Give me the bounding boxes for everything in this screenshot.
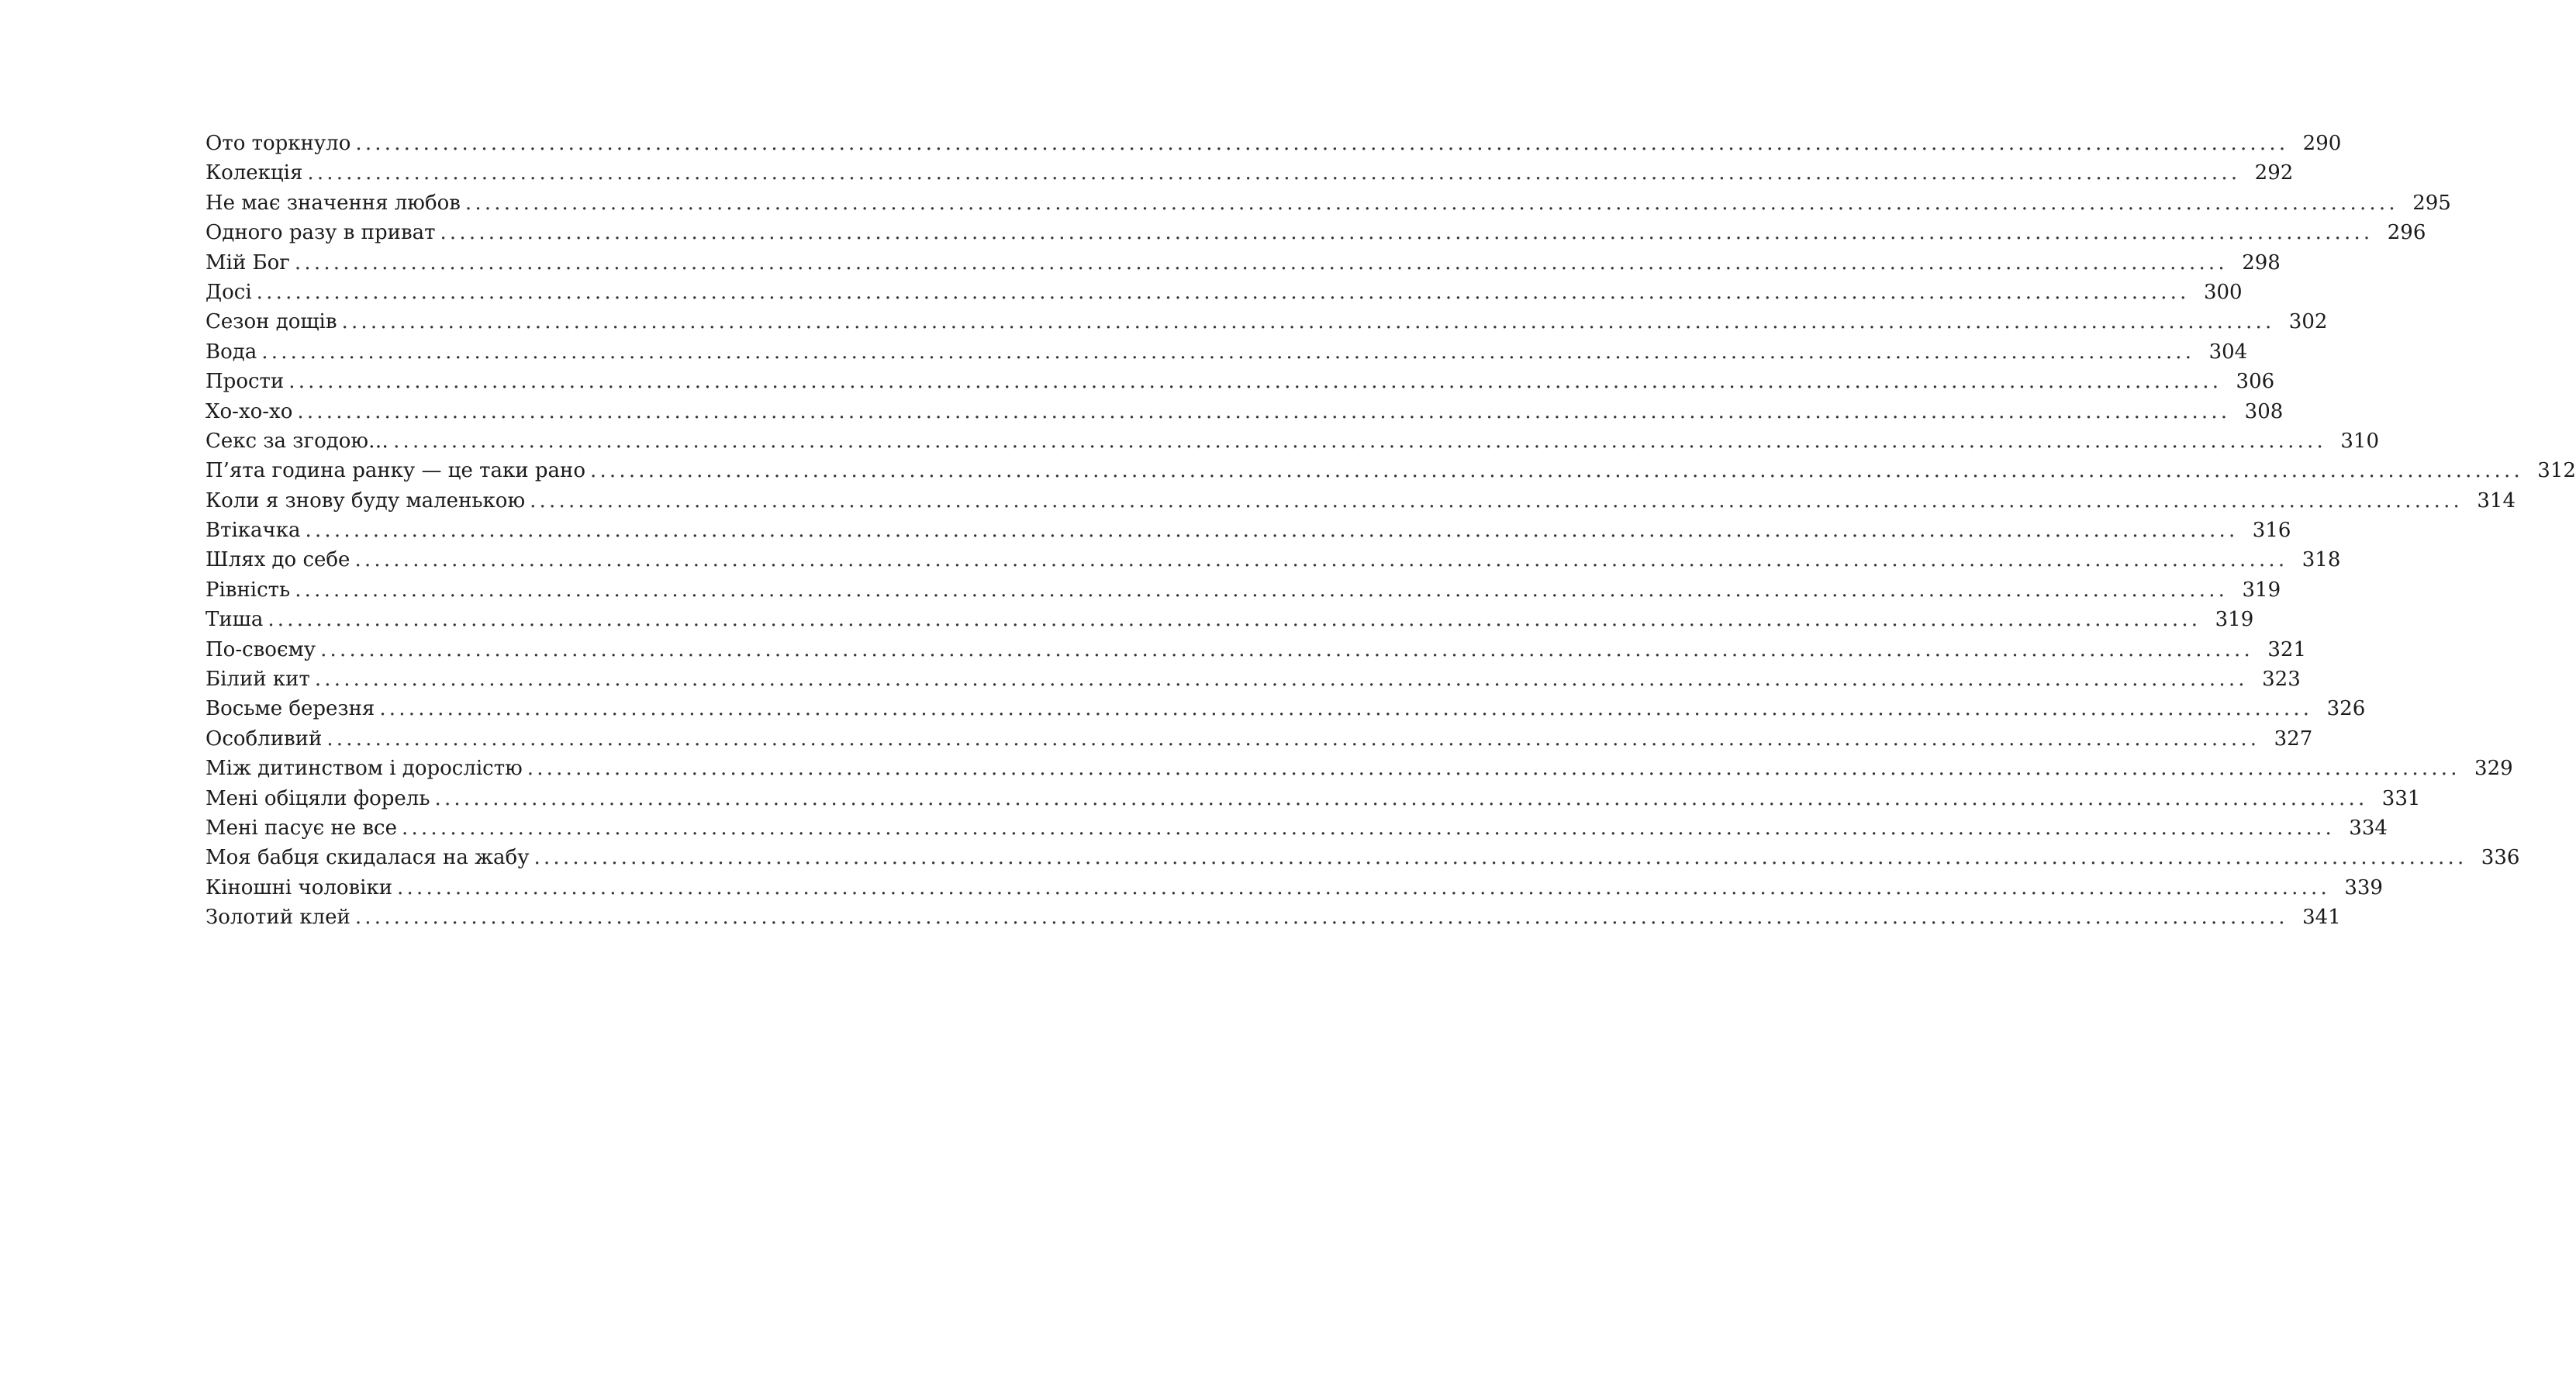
toc-entry-page: 302 [2288,310,2328,334]
toc-leader-dots: ........................................................................................................................................................................................................ [393,429,2326,453]
toc-leader-dots: ........................................................................................................................................................................................................ [527,757,2460,781]
toc-entry[interactable] [205,486,2516,516]
toc-leader-dots: ........................................................................................................................................................................................................ [354,548,2288,572]
toc-entry-page: 336 [2481,846,2520,870]
toc-entry-title: Особливий [205,727,323,751]
toc-entry-title: Мені пасує не все [205,816,397,840]
toc-entry-page: 326 [2326,697,2366,721]
toc-leader-dots: ........................................................................................................................................................................................................ [589,459,2523,483]
toc-leader-dots: ........................................................................................................................................................................................................ [320,637,2253,661]
toc-entry-title: По-своєму [205,637,316,661]
toc-entry[interactable] [205,843,2520,872]
toc-entry-page: 296 [2387,221,2426,245]
toc-leader-dots: ........................................................................................................................................................................................................ [307,161,2241,185]
toc-entry[interactable] [205,903,2341,932]
toc-entry-page: 314 [2477,488,2516,513]
toc-entry-page: 304 [2208,340,2248,364]
toc-entry-title: П’ята година ранку — це таки рано [205,459,585,483]
toc-leader-dots: ........................................................................................................................................................................................................ [288,370,2222,394]
toc-entry[interactable] [205,218,2426,247]
toc-entry[interactable] [205,813,2388,843]
toc-entry-title: Кіношні чоловіки [205,875,393,899]
toc-entry[interactable] [205,545,2341,575]
toc-entry-title: Коли я знову буду маленькою [205,488,526,513]
toc-entry-page: 316 [2252,519,2291,543]
toc-leader-dots: ........................................................................................................................................................................................................ [268,608,2201,632]
toc-entry-title: Секс за згодою… [205,429,389,453]
toc-entry-title: Вода [205,340,257,364]
toc-leader-dots: ........................................................................................................................................................................................................ [305,519,2239,543]
toc-entry-page: 329 [2474,757,2513,781]
toc-entry-title: Втікачка [205,519,301,543]
toc-entry-page: 334 [2349,816,2388,840]
toc-entry[interactable] [205,129,2342,158]
toc-entry-title: Прости [205,370,285,394]
toc-entry[interactable] [205,784,2421,813]
toc-entry-page: 310 [2340,429,2379,453]
toc-entry-title: Колекція [205,161,303,185]
toc-entry[interactable] [205,873,2383,903]
toc-leader-dots: ........................................................................................................................................................................................................ [379,697,2313,721]
toc-leader-dots: ........................................................................................................................................................................................................ [341,310,2275,334]
toc-entry-page: 319 [2242,578,2281,602]
toc-entry[interactable] [205,516,2291,545]
toc-entry-title: Шлях до себе [205,548,350,572]
toc-entry[interactable] [205,575,2281,605]
toc-leader-dots: ........................................................................................................................................................................................................ [534,846,2467,870]
toc-leader-dots: ........................................................................................................................................................................................................ [314,668,2248,692]
toc-entry-title: Хо-хо-хо [205,399,293,423]
toc-entry-title: Одного разу в приват [205,221,436,245]
toc-entry-page: 306 [2236,370,2275,394]
toc-entry[interactable] [205,307,2328,337]
toc-entry-page: 312 [2537,459,2576,483]
toc-leader-dots: ........................................................................................................................................................................................................ [402,816,2335,840]
toc-entry-page: 290 [2302,132,2342,155]
toc-entry-title: Білий кит [205,668,310,692]
toc-entry-title: Тиша [205,608,264,632]
toc-leader-dots: ........................................................................................................................................................................................................ [464,191,2398,215]
toc-entry[interactable] [205,694,2366,723]
toc-entry-title: Між дитинством і дорослістю [205,757,523,781]
toc-entry-page: 327 [2274,727,2313,751]
toc-entry-page: 318 [2301,548,2341,572]
toc-leader-dots: ........................................................................................................................................................................................................ [440,221,2374,245]
toc-entry-title: Мені обіцяли форель [205,786,430,810]
toc-leader-dots: ........................................................................................................................................................................................................ [354,906,2288,930]
toc-leader-dots: ........................................................................................................................................................................................................ [397,875,2330,899]
toc-entry[interactable] [205,367,2275,396]
toc-entry[interactable] [205,158,2294,188]
toc-entry[interactable] [205,278,2243,307]
toc-entry-title: Мій Бог [205,250,290,274]
toc-entry[interactable] [205,724,2313,754]
toc-leader-dots: ........................................................................................................................................................................................................ [530,488,2464,513]
toc-leader-dots: ........................................................................................................................................................................................................ [295,578,2229,602]
table-of-contents [205,129,2576,933]
toc-entry-page: 300 [2203,280,2243,304]
toc-entry-page: 321 [2267,637,2306,661]
toc-entry[interactable] [205,456,2576,485]
toc-entry[interactable] [205,397,2284,426]
toc-entry[interactable] [205,248,2281,278]
toc-entry[interactable] [205,605,2254,634]
toc-leader-dots: ........................................................................................................................................................................................................ [256,280,2190,304]
toc-entry[interactable] [205,426,2379,456]
toc-entry-title: Рівність [205,578,291,602]
toc-entry-title: Восьме березня [205,697,375,721]
toc-entry-title: Ото торкнуло [205,132,351,155]
toc-leader-dots: ........................................................................................................................................................................................................ [326,727,2260,751]
toc-entry-page: 292 [2254,161,2294,185]
toc-entry[interactable] [205,188,2451,218]
toc-entry-page: 323 [2262,668,2301,692]
toc-entry-title: Сезон дощів [205,310,337,334]
toc-entry[interactable] [205,337,2248,367]
toc-entry-title: Досі [205,280,252,304]
toc-entry-page: 331 [2381,786,2421,810]
toc-entry-page: 339 [2344,875,2383,899]
toc-entry-page: 295 [2412,191,2451,215]
toc-entry-title: Моя бабця скидалася на жабу [205,846,530,870]
toc-entry[interactable] [205,635,2306,665]
toc-entry-title: Золотий клей [205,906,350,930]
toc-entry[interactable] [205,665,2301,694]
toc-entry-page: 298 [2242,250,2281,274]
toc-leader-dots: ........................................................................................................................................................................................................ [261,340,2195,364]
toc-entry[interactable] [205,754,2513,783]
toc-entry-title: Не має значення любов [205,191,461,215]
toc-leader-dots: ........................................................................................................................................................................................................ [434,786,2368,810]
toc-entry-page: 319 [2215,608,2254,632]
toc-leader-dots: ........................................................................................................................................................................................................ [297,399,2231,423]
toc-entry-page: 308 [2244,399,2284,423]
toc-leader-dots: ........................................................................................................................................................................................................ [355,132,2289,155]
toc-entry-page: 341 [2302,906,2341,930]
toc-leader-dots: ........................................................................................................................................................................................................ [294,250,2228,274]
